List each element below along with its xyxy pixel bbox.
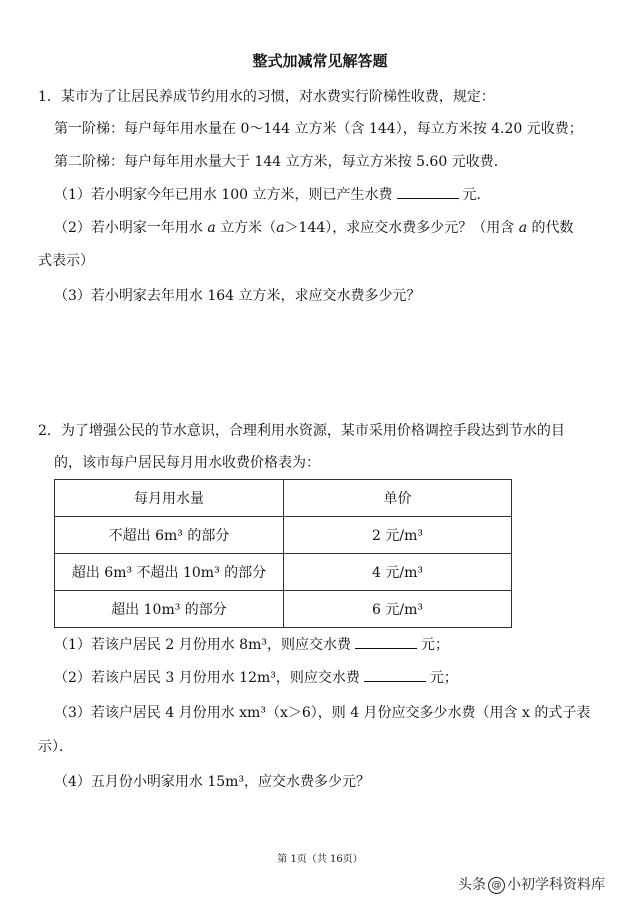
var-a: a [518,220,528,236]
q2-part2 [54,667,458,687]
q1-part2-text-b: 立方米（ [220,220,277,236]
table-row [55,591,512,628]
table-row [55,517,512,554]
q2-part4: （4）五月份小明家用水 15m³，应交水费多少元？ [54,774,371,790]
q1-part2 [54,217,574,237]
q2-part1 [54,634,449,654]
q1-tier1: 第一阶梯：每户每年用水量在 0～144 立方米（含 144），每立方米按 4.20 元收费； [54,121,583,137]
q1-intro: 1．某市为了让居民养成节约用水的习惯，对水费实行阶梯性收费，规定： [38,89,495,105]
header-cell: 单价 [284,480,512,517]
q2-part2-unit: 元； [429,670,458,686]
q1-part1 [54,184,491,204]
table-cell: 4 元/m³ [284,554,512,591]
q1-part2-text-c: ＞144），求应交水费多少元？（用含 [284,220,515,236]
q2-part2-text: （2）若该户居民 3 月份用水 12m³，则应交水费 [54,670,360,686]
q1-part3: （3）若小明家去年用水 164 立方米，求应交水费多少元？ [54,288,421,304]
watermark-name: 小初学科资料库 [507,877,605,893]
price-table [54,479,512,628]
var-a: a [207,220,216,236]
table-cell: 超出 10m³ 的部分 [55,591,284,628]
q1-part1-unit: 元． [462,187,491,203]
watermark-prefix: 头条 [458,877,486,893]
page-title: 整式加减常见解答题 [252,52,388,70]
q1-part2-text-a: （2）若小明家一年用水 [54,220,203,236]
q1-part2-cont: 式表示） [38,253,94,269]
q2-part3-cont: 示）． [38,739,73,755]
answer-blank[interactable] [364,669,426,682]
answer-blank[interactable] [355,636,417,649]
q1-part2-text-d: 的代数 [531,220,574,236]
table-cell: 2 元/m³ [284,517,512,554]
table-row [55,554,512,591]
watermark [458,874,605,894]
q2-part3: （3）若该户居民 4 月份用水 xm³（x＞6），则 4 月份应交多少水费（用含 x 的式子表 [54,705,591,721]
q2-part1-unit: 元； [420,637,449,653]
table-header-row [55,480,512,517]
at-icon: @ [488,877,505,894]
header-cell: 每月用水量 [55,480,284,517]
var-a: a [276,220,285,236]
answer-blank[interactable] [397,186,459,199]
table-cell: 超出 6m³ 不超出 10m³ 的部分 [55,554,284,591]
table-cell: 不超出 6m³ 的部分 [55,517,284,554]
table-cell: 6 元/m³ [284,591,512,628]
page-footer: 第 1页（共 16页） [277,854,363,865]
q2-intro-1: 2．为了增强公民的节水意识，合理利用水资源，某市采用价格调控手段达到节水的目 [38,423,565,439]
q2-part1-text: （1）若该户居民 2 月份用水 8m³，则应交水费 [54,637,351,653]
q2-intro-2: 的，该市每户居民每月用水收费价格表为： [54,455,320,471]
q1-tier2: 第二阶梯：每户每年用水量大于 144 立方米，每立方米按 5.60 元收费． [54,154,508,170]
q1-part1-text: （1）若小明家今年已用水 100 立方米，则已产生水费 [54,187,393,203]
